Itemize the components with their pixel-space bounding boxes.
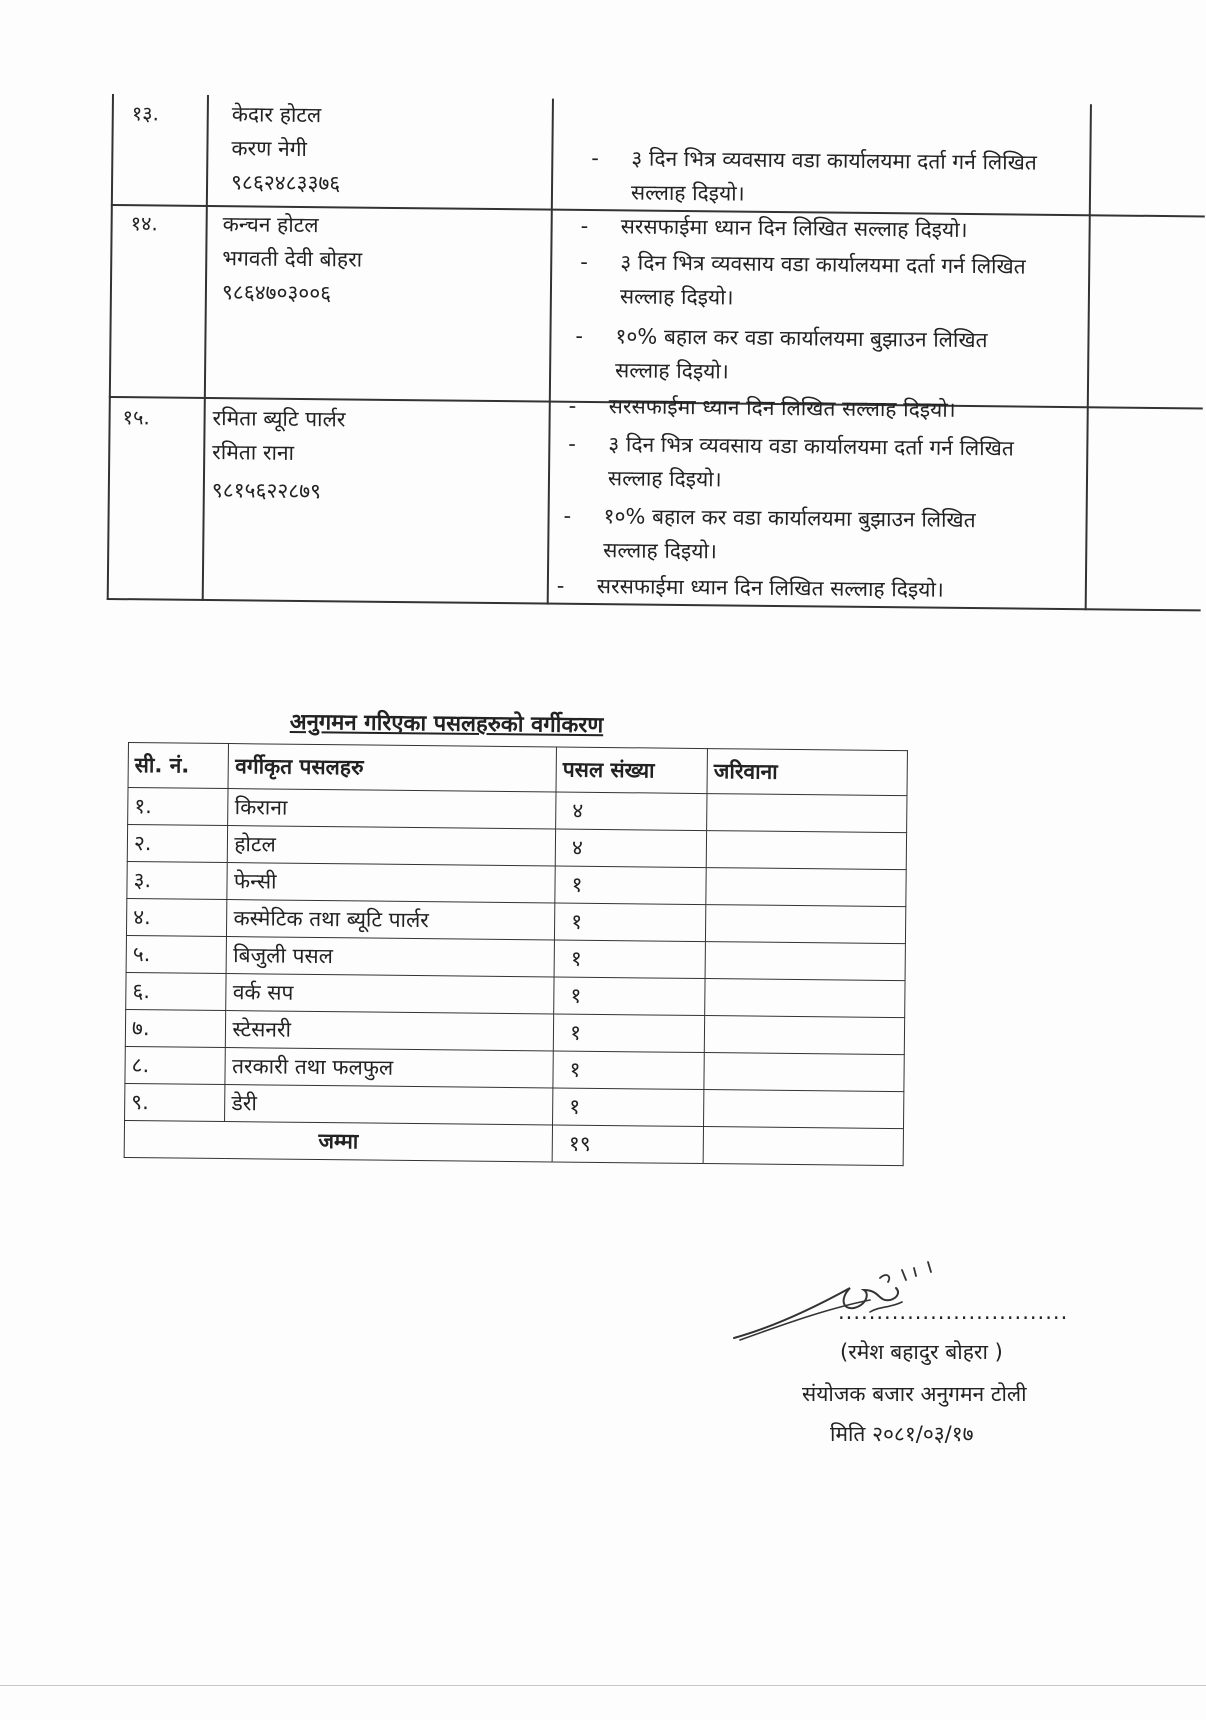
category-cell: कस्मेटिक तथा ब्यूटि पार्लर xyxy=(227,900,555,940)
advice-line: ३ दिन भित्र व्यवसाय वडा कार्यालयमा दर्ता गर्न लिखित xyxy=(608,432,1014,461)
dash: - xyxy=(568,393,577,418)
signatory-name: (रमेश बहादुर बोहरा ) xyxy=(840,1340,1003,1364)
classification-title: अनुगमन गरिएका पसलहरुको वर्गीकरण xyxy=(289,709,604,739)
advice-line: सल्लाह दिइयो। xyxy=(603,538,718,564)
phone-number: ९८६४७०३००६ xyxy=(221,280,332,306)
table-border-left xyxy=(107,94,114,600)
count-cell: ४ xyxy=(556,792,708,831)
count-cell: १ xyxy=(553,1051,705,1090)
business-name: कन्चन होटल xyxy=(222,212,319,238)
signature-dotted-line: .............................. xyxy=(838,1300,1069,1324)
owner-name: भगवती देवी बोहरा xyxy=(222,246,363,272)
category-cell: होटल xyxy=(228,826,556,866)
business-name: केदार होटल xyxy=(231,102,322,128)
header-shop-count: पसल संख्या xyxy=(556,747,708,794)
count-cell: १ xyxy=(554,940,706,979)
fine-cell xyxy=(705,979,905,1018)
table-col-divider-3 xyxy=(1085,104,1092,610)
serial-cell: २. xyxy=(127,825,228,863)
header-fine: जरिवाना xyxy=(707,749,907,796)
fine-cell xyxy=(704,1090,904,1129)
signatory-designation: संयोजक बजार अनुगमन टोली xyxy=(802,1382,1027,1406)
fine-cell xyxy=(706,868,906,907)
dash: - xyxy=(580,213,589,238)
table-header-row xyxy=(128,743,907,796)
serial-cell: ७. xyxy=(125,1009,226,1047)
advice-line: सल्लाह दिइयो। xyxy=(607,466,722,492)
serial-cell: १. xyxy=(128,788,229,826)
category-cell: स्टेसनरी xyxy=(226,1011,554,1051)
dash: - xyxy=(591,146,600,171)
fine-cell xyxy=(707,794,907,833)
category-cell: फेन्सी xyxy=(227,863,555,903)
count-cell: १ xyxy=(553,1088,705,1127)
header-serial: सी. नं. xyxy=(128,743,229,789)
serial-cell: ८. xyxy=(125,1046,226,1084)
advice-line: सरसफाईमा ध्यान दिन लिखित सल्लाह दिइयो। xyxy=(620,214,968,242)
total-fine-cell xyxy=(703,1127,903,1166)
phone-number: ९८६२४८३३७६ xyxy=(230,170,341,196)
advice-line: सरसफाईमा ध्यान दिन लिखित सल्लाह दिइयो। xyxy=(596,574,944,602)
classification-table xyxy=(124,742,908,1166)
advice-line: १०% बहाल कर वडा कार्यालयमा बुझाउन लिखित xyxy=(615,324,988,353)
owner-name: रमिता राना xyxy=(212,440,295,465)
category-cell: डेरी xyxy=(225,1085,553,1125)
inspection-table xyxy=(106,94,1206,665)
serial-cell: ९. xyxy=(125,1083,226,1121)
fine-cell xyxy=(704,1016,904,1055)
signature-block xyxy=(730,1250,1110,1470)
category-cell: तरकारी तथा फलफुल xyxy=(225,1048,553,1088)
signature-date: मिति २०८१/०३/१७ xyxy=(830,1422,974,1446)
advice-line: सल्लाह दिइयो। xyxy=(630,180,745,206)
phone-number: ९८१५६२२८७९ xyxy=(211,478,322,504)
dash: - xyxy=(556,573,565,598)
serial-cell: ५. xyxy=(126,935,227,973)
total-count: १९ xyxy=(552,1125,704,1164)
serial-cell: ३. xyxy=(127,861,228,899)
dash: - xyxy=(568,431,577,456)
advice-line: ३ दिन भित्र व्यवसाय वडा कार्यालयमा दर्ता गर्न लिखित xyxy=(620,250,1026,279)
serial-number: १५. xyxy=(122,405,150,430)
business-name: रमिता ब्यूटि पार्लर xyxy=(212,406,346,432)
header-category: वर्गीकृत पसलहरु xyxy=(228,744,556,792)
table-col-divider-2 xyxy=(547,99,554,605)
fine-cell xyxy=(705,942,905,981)
advice-line: सल्लाह दिइयो। xyxy=(619,284,734,310)
count-cell: १ xyxy=(554,977,706,1016)
dash: - xyxy=(580,249,588,274)
advice-line: ३ दिन भित्र व्यवसाय वडा कार्यालयमा दर्ता गर्न लिखित xyxy=(631,146,1037,175)
serial-cell: ४. xyxy=(126,898,227,936)
count-cell: ४ xyxy=(555,829,707,868)
total-label: जम्मा xyxy=(124,1120,552,1161)
advice-line: १०% बहाल कर वडा कार्यालयमा बुझाउन लिखित xyxy=(603,504,976,533)
count-cell: १ xyxy=(553,1014,705,1053)
dash: - xyxy=(563,503,572,528)
table-col-divider-1 xyxy=(202,95,209,601)
page-bottom-edge xyxy=(0,1685,1206,1686)
serial-number: १४. xyxy=(130,211,158,236)
total-row xyxy=(124,1120,903,1165)
fine-cell xyxy=(706,831,906,870)
category-cell: वर्क सप xyxy=(226,974,554,1014)
dash: - xyxy=(575,323,584,348)
category-cell: बिजुली पसल xyxy=(226,937,554,977)
serial-cell: ६. xyxy=(126,972,227,1010)
fine-cell xyxy=(704,1053,904,1092)
fine-cell xyxy=(706,905,906,944)
advice-line: सल्लाह दिइयो। xyxy=(615,358,729,384)
category-cell: किराना xyxy=(228,789,556,829)
serial-number: १३. xyxy=(131,101,160,126)
advice-line: सरसफाईमा ध्यान दिन लिखित सल्लाह दिइयो। xyxy=(608,394,956,422)
count-cell: १ xyxy=(555,866,707,905)
count-cell: १ xyxy=(554,903,706,942)
owner-name: करण नेगी xyxy=(231,136,308,162)
